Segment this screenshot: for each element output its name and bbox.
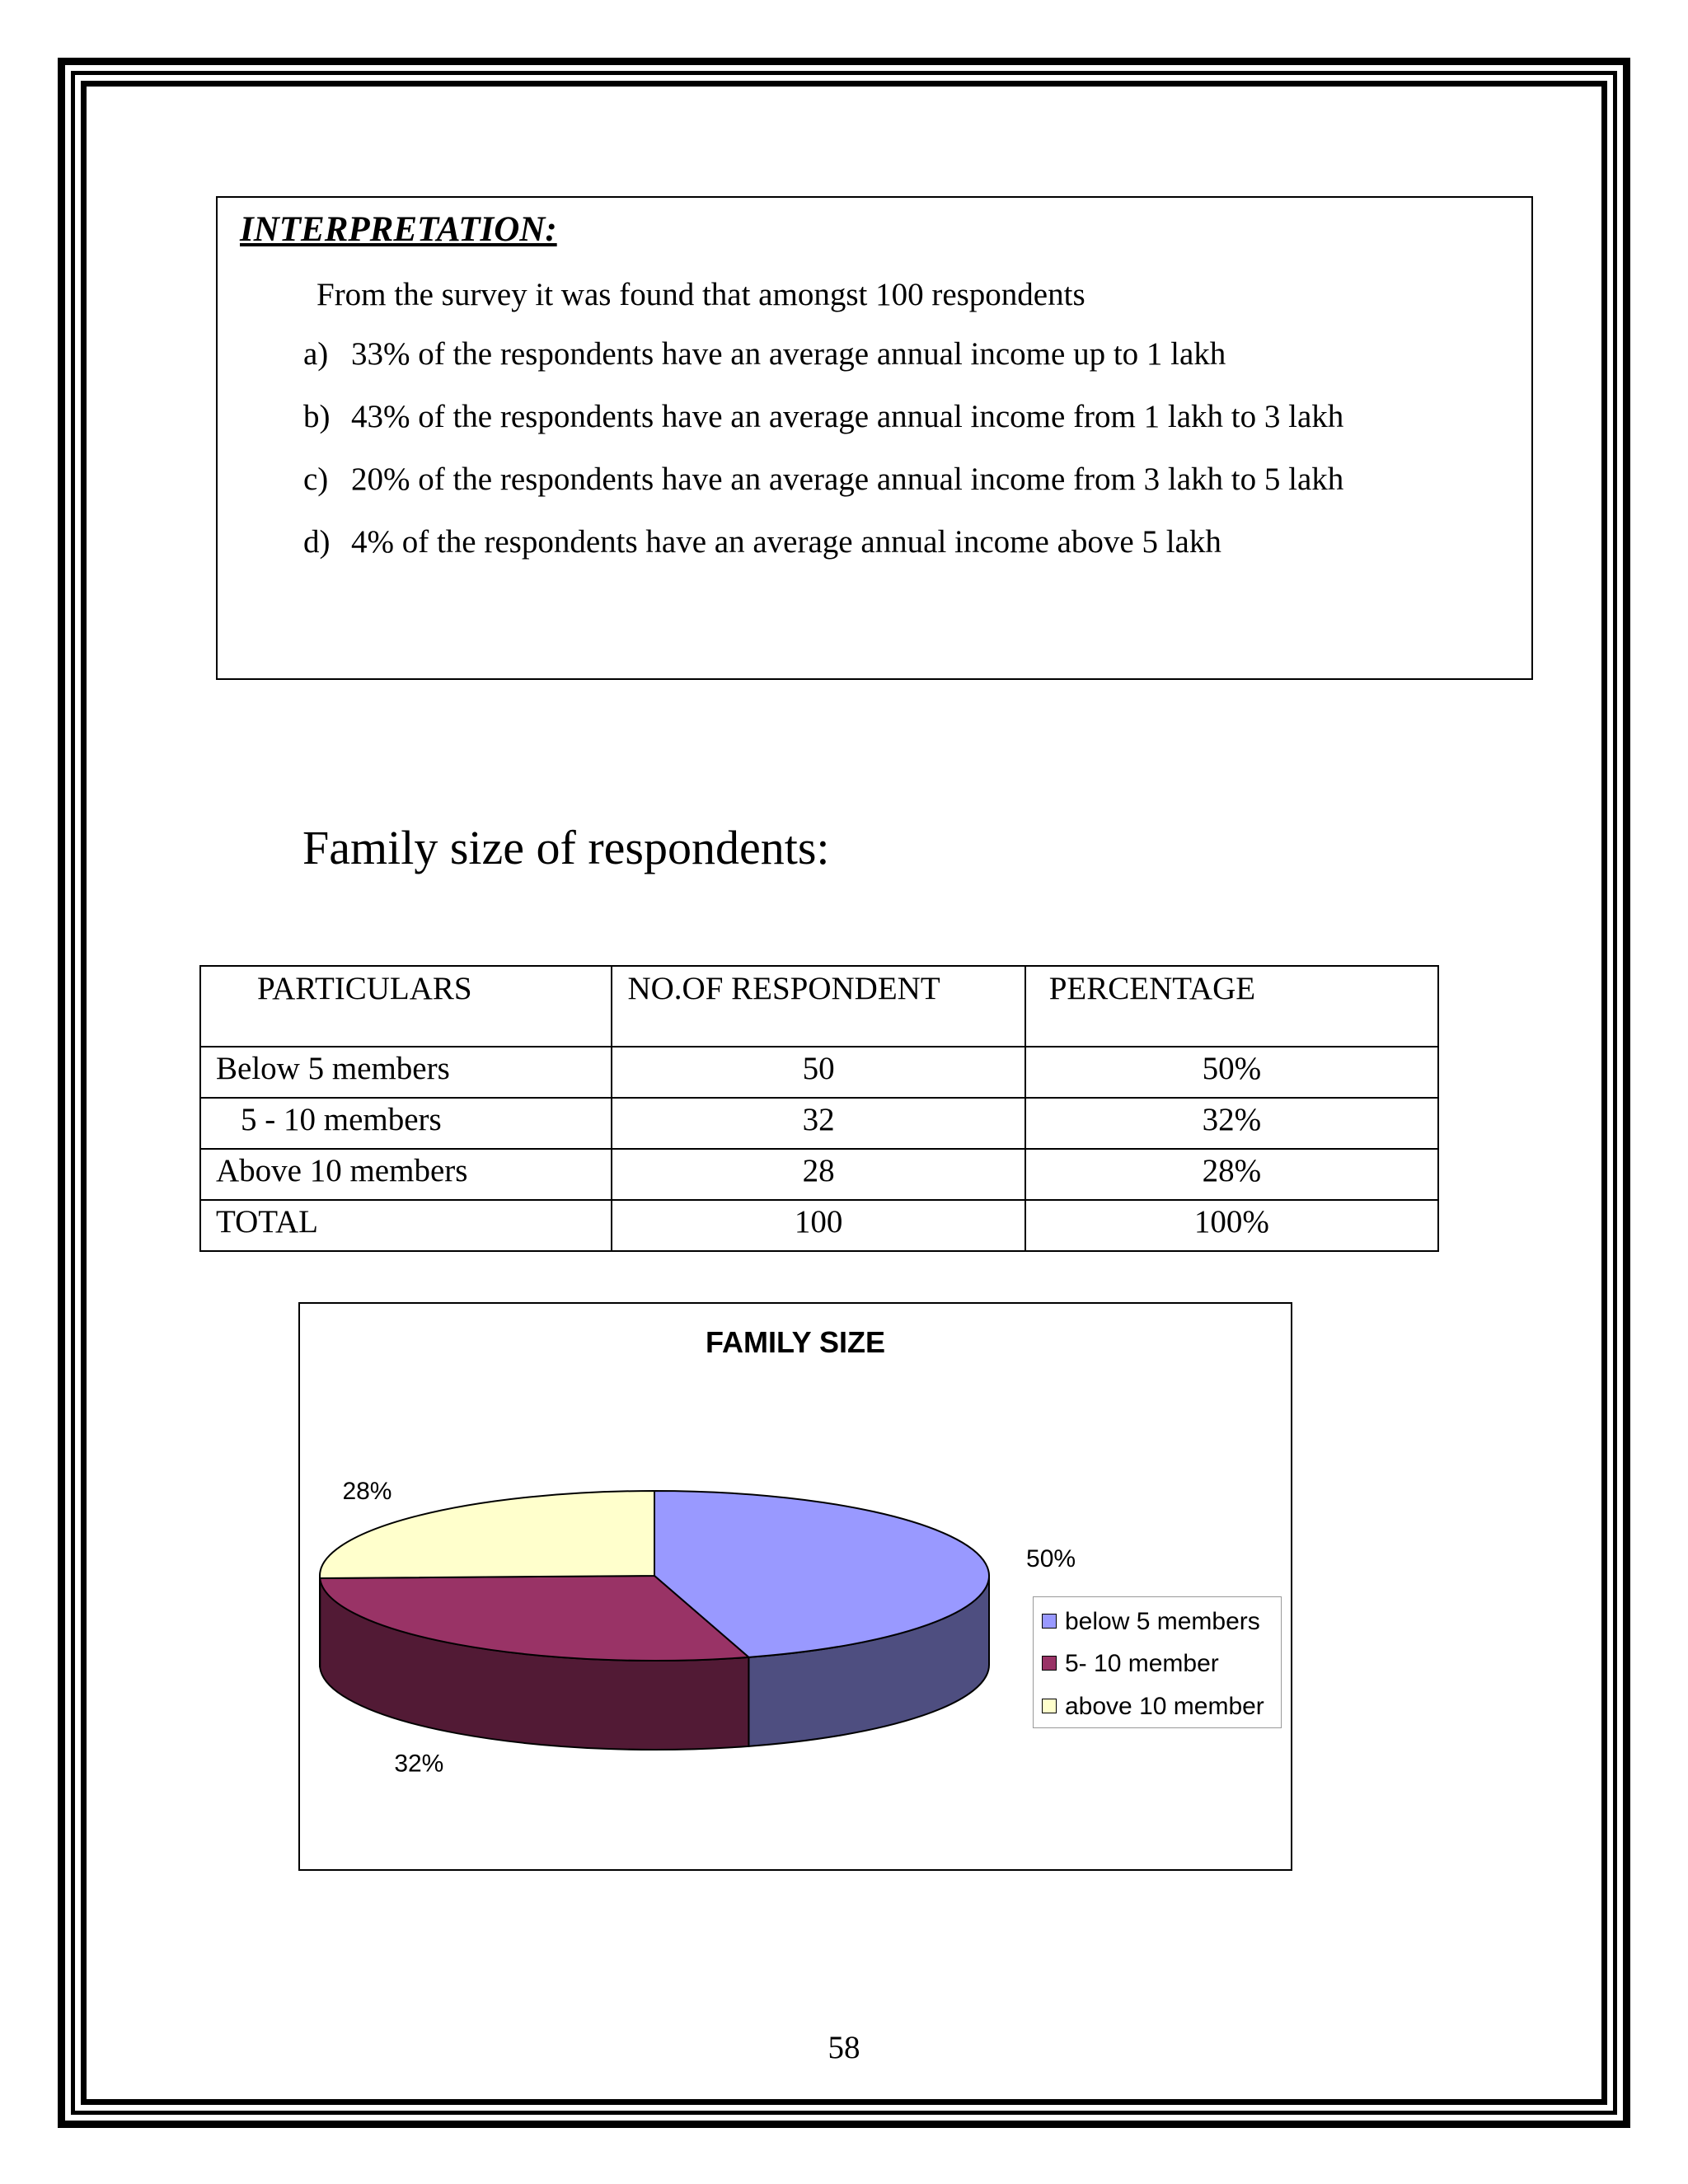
list-text: 43% of the respondents have an average annual income from 1 lakh to 3 lakh xyxy=(351,399,1344,434)
page-number: 58 xyxy=(828,2030,860,2065)
section-title: Family size of respondents: xyxy=(302,821,830,874)
table-cell-particular: TOTAL xyxy=(200,1200,612,1251)
table-cell-percentage: 28% xyxy=(1025,1149,1438,1200)
list-text: 33% of the respondents have an average annual income up to 1 lakh xyxy=(351,336,1226,372)
family-size-table xyxy=(199,965,1439,1252)
table-cell-count: 100 xyxy=(612,1200,1025,1251)
table-row xyxy=(200,1098,1438,1149)
legend-label: 5- 10 member xyxy=(1065,1650,1219,1677)
legend-swatch xyxy=(1042,1656,1057,1671)
table-cell-count: 32 xyxy=(612,1098,1025,1149)
table-cell-count: 28 xyxy=(612,1149,1025,1200)
table-cell-percentage: 50% xyxy=(1025,1047,1438,1098)
legend-item xyxy=(1042,1647,1219,1680)
legend-item xyxy=(1042,1605,1260,1638)
legend-swatch xyxy=(1042,1699,1057,1713)
legend-label: above 10 member xyxy=(1065,1693,1264,1720)
pie-data-label: 50% xyxy=(1026,1544,1076,1572)
table-header: PARTICULARS xyxy=(200,966,612,1047)
chart-title: FAMILY SIZE xyxy=(705,1325,886,1359)
table-row xyxy=(200,1200,1438,1251)
chart-legend xyxy=(1033,1596,1282,1728)
interpretation-list xyxy=(303,336,1343,587)
list-marker: c) xyxy=(303,462,329,497)
table-row xyxy=(200,1047,1438,1098)
list-marker: d) xyxy=(303,524,331,560)
legend-swatch xyxy=(1042,1614,1057,1629)
legend-item xyxy=(1042,1690,1264,1723)
pie-tops xyxy=(320,1491,989,1661)
list-item xyxy=(303,462,1343,524)
pie-data-label: 28% xyxy=(342,1477,392,1505)
table-cell-percentage: 100% xyxy=(1025,1200,1438,1251)
table-cell-particular: Below 5 members xyxy=(200,1047,612,1098)
pie-chart xyxy=(300,1304,1291,1869)
table-cell-particular: 5 - 10 members xyxy=(200,1098,612,1149)
pie-data-label: 32% xyxy=(394,1750,444,1778)
table-header-row xyxy=(200,966,1438,1047)
interpretation-title: INTERPRETATION: xyxy=(240,210,557,249)
list-text: 4% of the respondents have an average annual income above 5 lakh xyxy=(351,524,1221,560)
table-header: NO.OF RESPONDENT xyxy=(612,966,1025,1047)
table-cell-count: 50 xyxy=(612,1047,1025,1098)
table-cell-percentage: 32% xyxy=(1025,1098,1438,1149)
interpretation-intro: From the survey it was found that amongst 100 respondents xyxy=(316,277,1085,312)
list-item xyxy=(303,336,1343,399)
interpretation-box xyxy=(216,196,1533,680)
table-header: PERCENTAGE xyxy=(1025,966,1438,1047)
list-item xyxy=(303,524,1343,587)
list-marker: a) xyxy=(303,336,329,372)
legend-label: below 5 members xyxy=(1065,1608,1260,1635)
family-size-chart xyxy=(298,1302,1292,1871)
table-cell-particular: Above 10 members xyxy=(200,1149,612,1200)
table-row xyxy=(200,1149,1438,1200)
list-text: 20% of the respondents have an average annual income from 3 lakh to 5 lakh xyxy=(351,462,1344,497)
list-item xyxy=(303,399,1343,462)
list-marker: b) xyxy=(303,399,331,434)
